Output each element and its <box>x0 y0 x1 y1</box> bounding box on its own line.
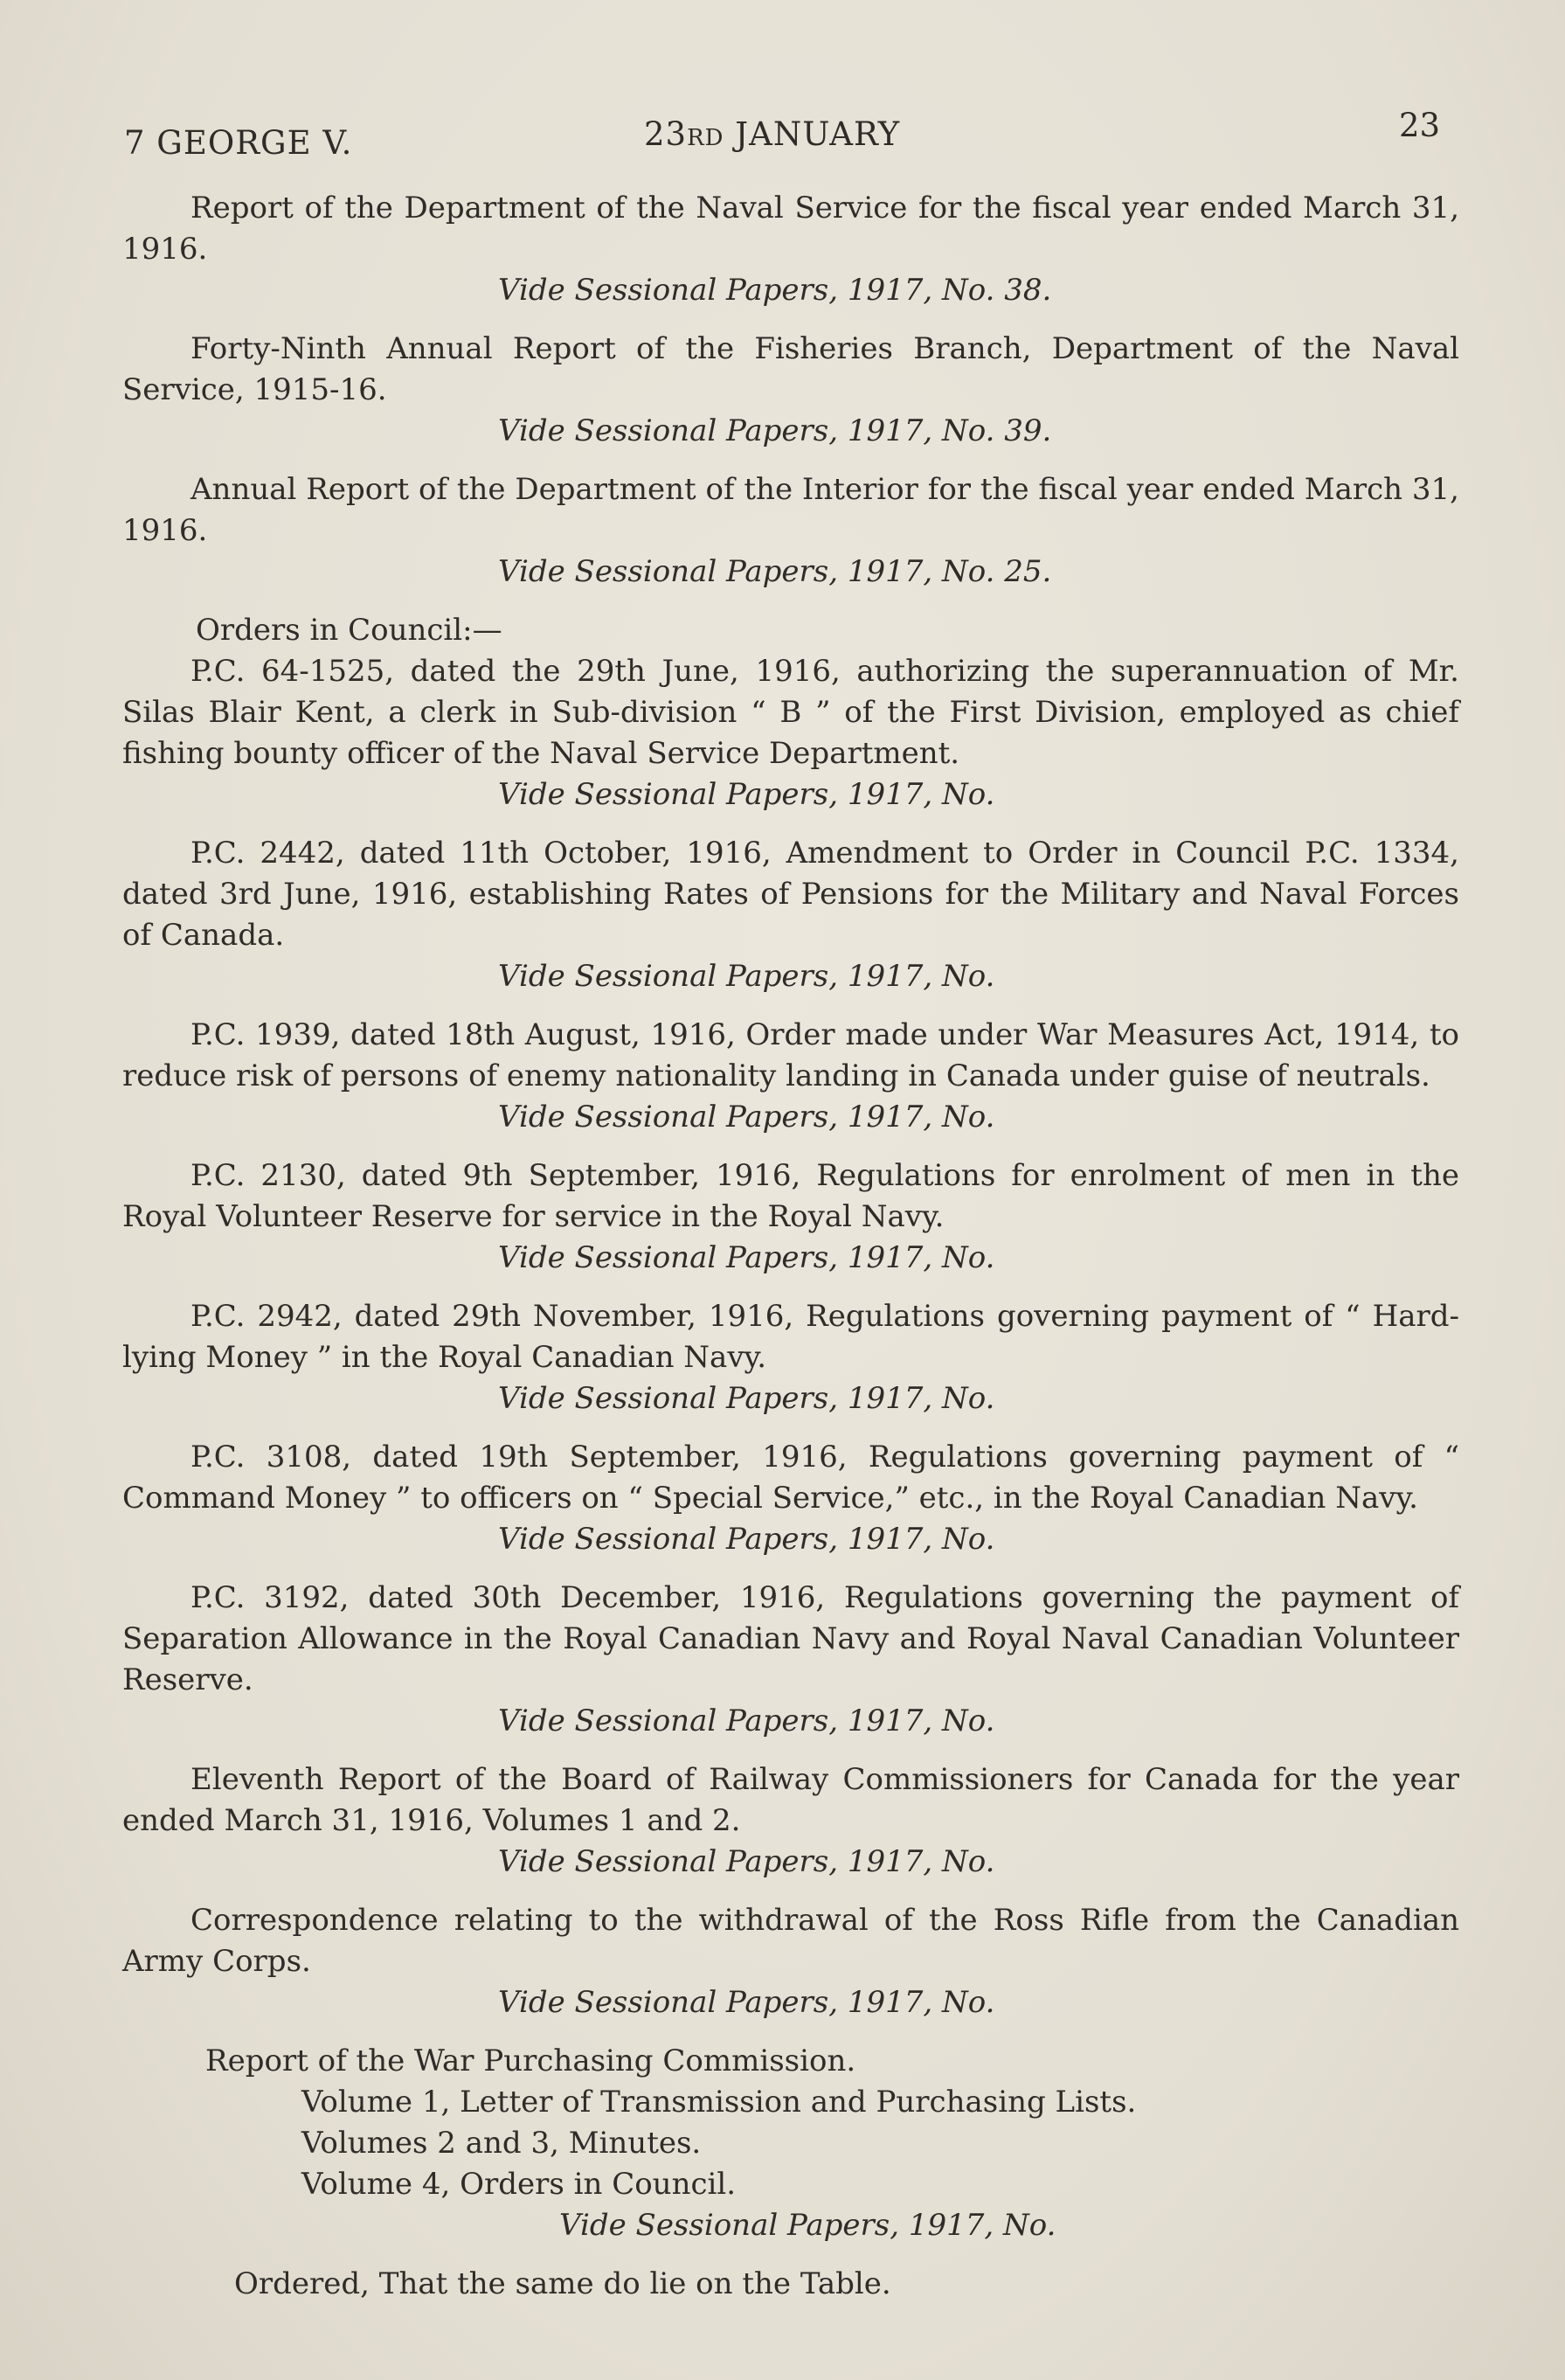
page-header <box>0 103 1565 162</box>
volume-line: Volumes 2 and 3, Minutes. <box>301 2126 702 2161</box>
volume-line: Volume 4, Orders in Council. <box>301 2167 737 2202</box>
order-text: P.C. 2130, dated 9th September, 1916, Regulations for enrolment of men in the Royal Volunteer Reserve for service in the Royal Navy. <box>122 1158 1459 1234</box>
order-entry <box>122 833 1459 997</box>
order-reference: Vide Sessional Papers, 1917, No. <box>498 1100 995 1134</box>
header-date <box>644 115 900 153</box>
war-purchasing-reference: Vide Sessional Papers, 1917, No. <box>559 2208 1056 2243</box>
order-reference: Vide Sessional Papers, 1917, No. <box>498 1522 995 1557</box>
entry-text: Report of the Department of the Naval Service for the fiscal year ended March 31, 1916. <box>122 191 1459 267</box>
header-month: JANUARY <box>735 115 901 153</box>
header-day: 23 <box>644 115 688 153</box>
entry-reference: Vide Sessional Papers, 1917, No. 39. <box>498 413 1052 448</box>
closing-order: Ordered, That the same do lie on the Table. <box>234 2266 891 2301</box>
entry <box>122 1900 1459 2023</box>
volume-line: Volume 1, Letter of Transmission and Purchasing Lists. <box>301 2085 1137 2120</box>
header-day-suffix: RD <box>687 125 724 151</box>
order-reference: Vide Sessional Papers, 1917, No. <box>498 777 995 812</box>
orders-heading: Orders in Council:— <box>196 613 502 648</box>
page-number: 23 <box>1399 107 1441 144</box>
page-body <box>122 188 1459 2305</box>
entry <box>122 1759 1459 1883</box>
order-text: P.C. 2942, dated 29th November, 1916, Regulations governing payment of “ Hard-lying Money ” in the Royal Canadian Navy. <box>122 1299 1459 1375</box>
entry-reference: Vide Sessional Papers, 1917, No. 38. <box>498 273 1052 308</box>
order-entry <box>122 1578 1459 1742</box>
order-text: P.C. 64-1525, dated the 29th June, 1916, authorizing the superannuation of Mr. Silas Blair Kent, a clerk in Sub-division “ B ” of the First Division, employed as chief fishing bounty officer of the Naval Service Department. <box>122 654 1459 771</box>
war-purchasing-title: Report of the War Purchasing Commission. <box>205 2043 856 2078</box>
entry <box>122 188 1459 311</box>
order-reference: Vide Sessional Papers, 1917, No. <box>498 959 995 994</box>
entry <box>122 469 1459 593</box>
order-reference: Vide Sessional Papers, 1917, No. <box>498 1703 995 1738</box>
war-purchasing-entry <box>122 2041 1459 2246</box>
order-entry <box>122 651 1459 815</box>
order-reference: Vide Sessional Papers, 1917, No. <box>498 1240 995 1275</box>
order-entry <box>122 1015 1459 1138</box>
order-text: P.C. 2442, dated 11th October, 1916, Amendment to Order in Council P.C. 1334, dated 3rd June, 1916, establishing Rates of Pensions for the Military and Naval Forces of Canada. <box>122 836 1459 953</box>
order-text: P.C. 3192, dated 30th December, 1916, Regulations governing the payment of Separation Allowance in the Royal Canadian Navy and Royal Naval Canadian Volunteer Reserve. <box>122 1580 1459 1697</box>
entry-reference: Vide Sessional Papers, 1917, No. 25. <box>498 554 1052 589</box>
entry <box>122 329 1459 452</box>
entry-reference: Vide Sessional Papers, 1917, No. <box>498 1985 995 2020</box>
order-reference: Vide Sessional Papers, 1917, No. <box>498 1381 995 1416</box>
order-entry <box>122 1437 1459 1560</box>
order-entry <box>122 1296 1459 1419</box>
order-text: P.C. 1939, dated 18th August, 1916, Order made under War Measures Act, 1914, to reduce risk of persons of enemy nationality landing in Canada under guise of neutrals. <box>122 1017 1459 1093</box>
entry-text: Annual Report of the Department of the Interior for the fiscal year ended March 31, 1916. <box>122 472 1459 548</box>
entry-text: Correspondence relating to the withdrawal of the Ross Rifle from the Canadian Army Corps. <box>122 1903 1459 1979</box>
entry-reference: Vide Sessional Papers, 1917, No. <box>498 1844 995 1879</box>
entry-text: Eleventh Report of the Board of Railway Commissioners for Canada for the year ended March 31, 1916, Volumes 1 and 2. <box>122 1762 1459 1838</box>
entry-text: Forty-Ninth Annual Report of the Fisheries Branch, Department of the Naval Service, 1915-16. <box>122 331 1459 407</box>
order-text: P.C. 3108, dated 19th September, 1916, Regulations governing payment of “ Command Money ” to officers on “ Special Service,” etc., in the Royal Canadian Navy. <box>122 1440 1459 1516</box>
order-entry <box>122 1155 1459 1279</box>
header-regnal-year: 7 GEORGE V. <box>124 124 353 162</box>
